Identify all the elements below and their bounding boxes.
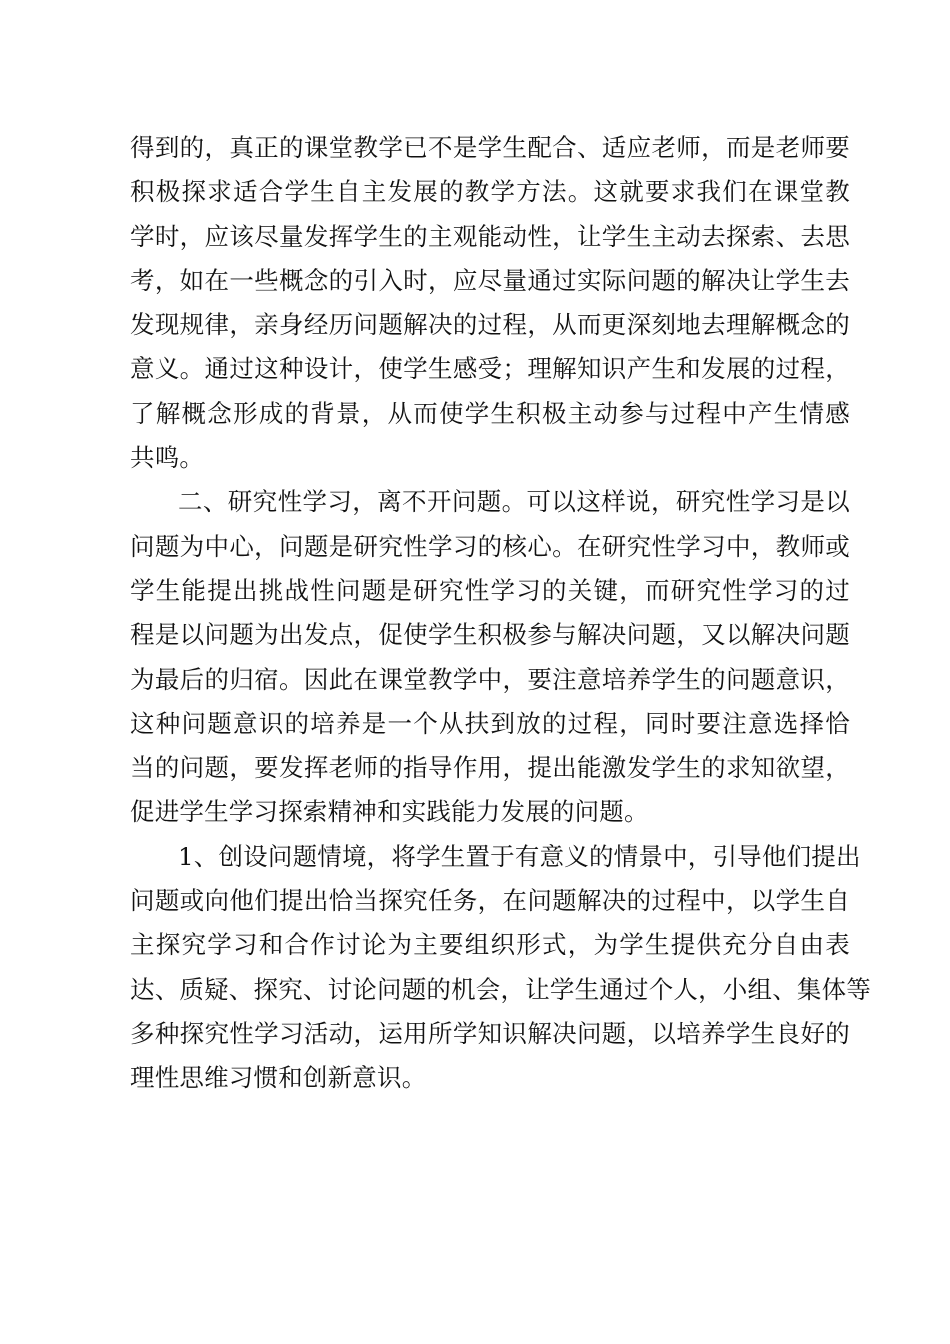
paragraph-1 xyxy=(130,126,850,480)
text-line: 达、质疑、探究、讨论问题的机会，让学生通过个人，小组、集体等 xyxy=(130,974,871,1004)
paragraph-3 xyxy=(130,835,871,1101)
text-line: 发现规律，亲身经历问题解决的过程，从而更深刻地去理解概念的 xyxy=(130,310,850,340)
document-body xyxy=(130,126,871,1101)
text-line: 二、研究性学习，离不开问题。可以这样说，研究性学习是以 xyxy=(178,487,850,517)
text-line: 理性思维习惯和创新意识。 xyxy=(130,1063,427,1093)
paragraph-2 xyxy=(130,480,850,834)
text-line: 程是以问题为出发点，促使学生积极参与解决问题，又以解决问题 xyxy=(130,620,850,650)
text-line: 意义。通过这种设计，使学生感受；理解知识产生和发展的过程， xyxy=(130,354,850,384)
text-line: 1、创设问题情境，将学生置于有意义的情景中，引导他们提出 xyxy=(178,841,861,871)
text-line: 学时，应该尽量发挥学生的主观能动性，让学生主动去探索、去思 xyxy=(130,221,850,251)
text-line: 了解概念形成的背景，从而使学生积极主动参与过程中产生情感 xyxy=(130,398,850,428)
text-line: 问题或向他们提出恰当探究任务，在问题解决的过程中，以学生自 xyxy=(130,886,850,916)
text-line: 积极探求适合学生自主发展的教学方法。这就要求我们在课堂教 xyxy=(130,177,850,207)
text-line: 促进学生学习探索精神和实践能力发展的问题。 xyxy=(130,797,649,827)
text-line: 这种问题意识的培养是一个从扶到放的过程，同时要注意选择恰 xyxy=(130,708,850,738)
text-line: 学生能提出挑战性问题是研究性学习的关键，而研究性学习的过 xyxy=(130,575,850,605)
text-line: 当的问题，要发挥老师的指导作用，提出能激发学生的求知欲望， xyxy=(130,753,850,783)
text-line: 为最后的归宿。因此在课堂教学中，要注意培养学生的问题意识， xyxy=(130,664,850,694)
text-line: 得到的，真正的课堂教学已不是学生配合、适应老师，而是老师要 xyxy=(130,133,850,162)
text-line: 共鸣。 xyxy=(130,443,205,473)
text-line: 考，如在一些概念的引入时，应尽量通过实际问题的解决让学生去 xyxy=(130,265,850,295)
text-line: 问题为中心，问题是研究性学习的核心。在研究性学习中，教师或 xyxy=(130,531,850,561)
text-line: 主探究学习和合作讨论为主要组织形式，为学生提供充分自由表 xyxy=(130,930,850,960)
text-line: 多种探究性学习活动，运用所学知识解决问题，以培养学生良好的 xyxy=(130,1018,850,1048)
